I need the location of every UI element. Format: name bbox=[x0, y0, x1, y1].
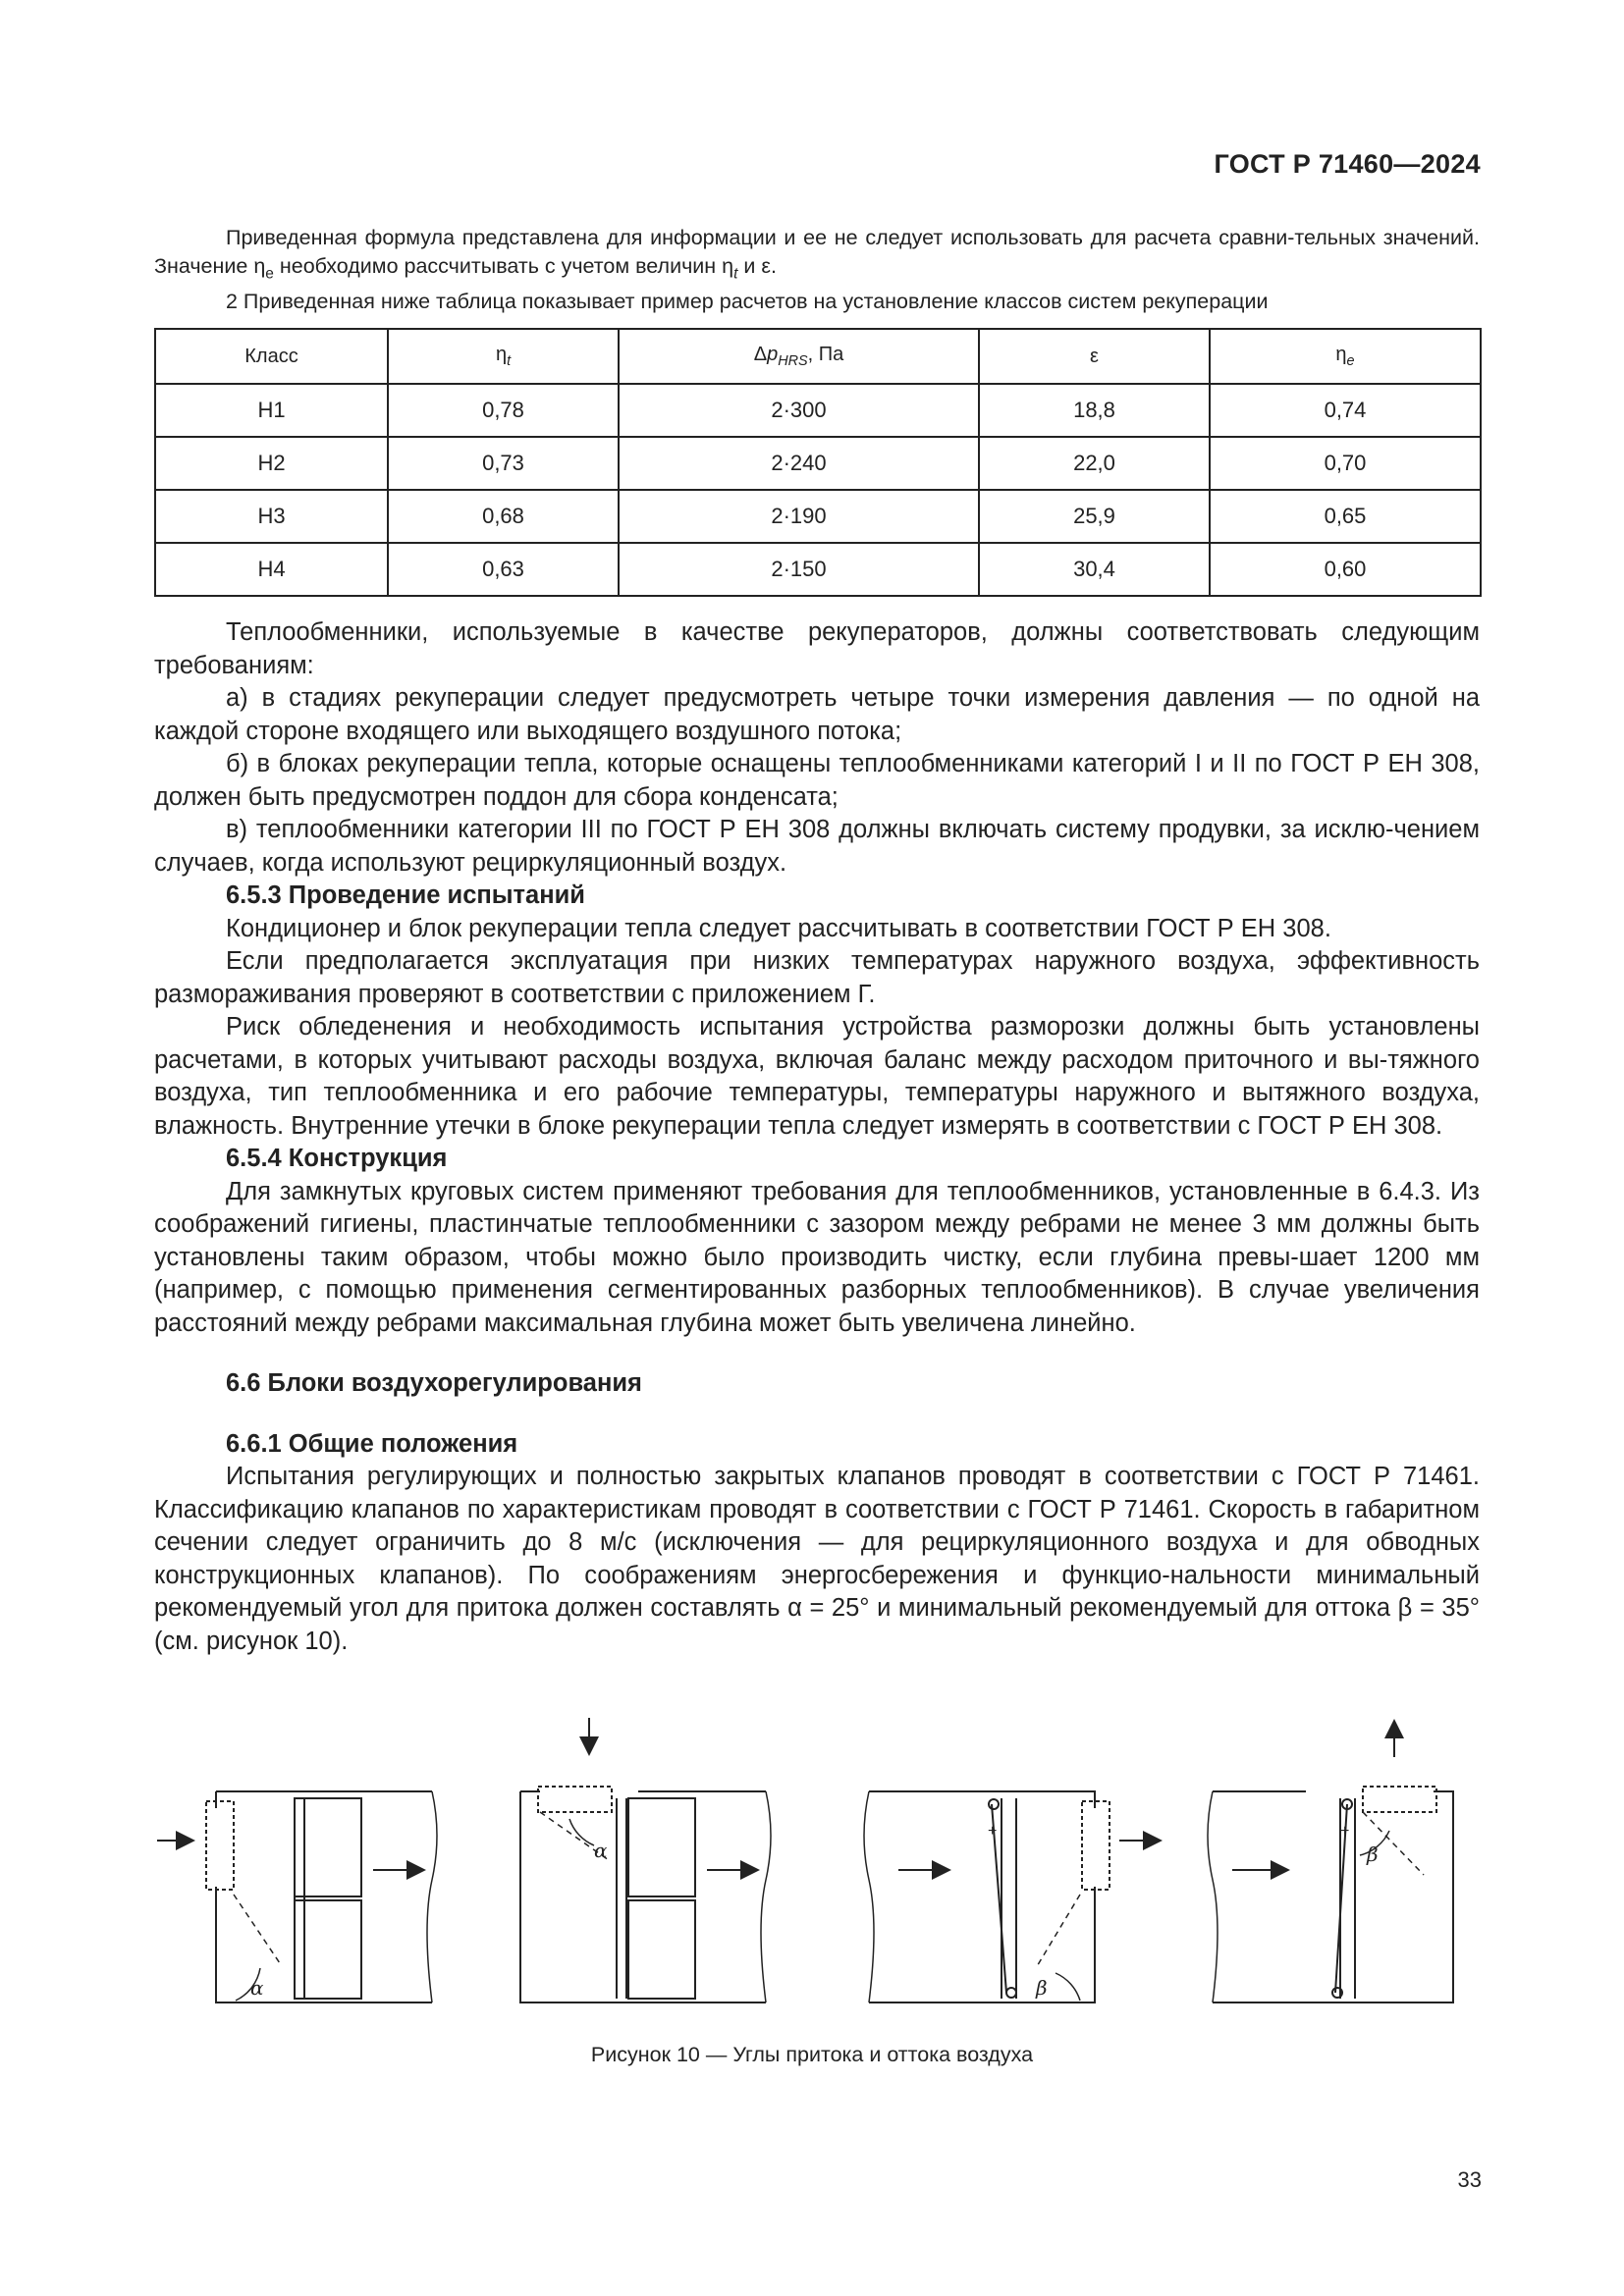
section-heading-6-5-4: 6.5.4 Конструкция bbox=[226, 1145, 448, 1173]
figure-caption: Рисунок 10 — Углы притока и оттока воздуха bbox=[590, 2043, 1034, 2066]
table-cell: 0,74 bbox=[1210, 384, 1481, 437]
table-cell: 0,70 bbox=[1210, 437, 1481, 490]
plus-label: + bbox=[1340, 1823, 1350, 1840]
page-content bbox=[154, 224, 1480, 1658]
alpha-label: α bbox=[250, 1976, 264, 2000]
note-paragraph-2: 2 Приведенная ниже таблица показывает пример расчетов на установление классов систем рекуперации bbox=[226, 290, 1269, 314]
table-row bbox=[155, 543, 1481, 596]
body-paragraph: в) теплообменники категории III по ГОСТ Р ЕН 308 должны включать систему продувки, за исклю-чением случаев, когда используют рециркуляционный воздух. bbox=[154, 816, 1480, 877]
table-row bbox=[155, 437, 1481, 490]
page-number: 33 bbox=[1457, 2167, 1482, 2192]
alpha-label: α bbox=[594, 1839, 608, 1862]
table-cell: 0,65 bbox=[1210, 490, 1481, 543]
damper-blades bbox=[1363, 1787, 1436, 1812]
beta-label: β bbox=[1367, 1842, 1379, 1866]
table-cell: 2·150 bbox=[619, 543, 979, 596]
beta-label: β bbox=[1036, 1976, 1048, 2000]
table-cell: 0,73 bbox=[388, 437, 619, 490]
table-cell: H2 bbox=[155, 437, 388, 490]
pivot-icon bbox=[989, 1799, 999, 1809]
page-header: ГОСТ Р 71460—2024 bbox=[1214, 149, 1481, 179]
diagram-exhaust-side bbox=[864, 1791, 1159, 2002]
body-paragraph: Если предполагается эксплуатация при низких температурах наружного воздуха, эффективность размораживания проверяют в соответствии с приложением Г. bbox=[154, 947, 1480, 1008]
header-delta-p: $\Delta p_{HRS}$, Па bbox=[619, 329, 979, 384]
figure-10-damper-angles bbox=[147, 1708, 1483, 2042]
table-cell: 0,78 bbox=[388, 384, 619, 437]
header-eta-e: $\eta_e$ bbox=[1210, 329, 1481, 384]
damper-blades bbox=[1082, 1801, 1110, 1890]
table-cell: 25,9 bbox=[979, 490, 1210, 543]
body-paragraph: Для замкнутых круговых систем применяют требования для теплообменников, установленные в 6.4.3. Из соображений гигиены, пластинчатые теплообменники с зазором между ребрами не менее 3 мм должны быть установлены таким образом, чтобы можно было производить чистку, если глубина превы-шает 1200 мм (например, с помощью применения сегментированных разборных теплообменников). В случае увеличения расстояний между ребрами максимальная глубина может быть увеличена линейно. bbox=[154, 1177, 1480, 1337]
body-paragraph: а) в стадиях рекуперации следует предусмотреть четыре точки измерения давления — по одной на каждой стороне входящего или выходящего воздушного потока; bbox=[154, 684, 1480, 745]
pivot-icon bbox=[1006, 1988, 1016, 1998]
table-cell: 2·190 bbox=[619, 490, 979, 543]
body-paragraph: Кондиционер и блок рекуперации тепла следует рассчитывать в соответствии ГОСТ Р ЕН 308. bbox=[226, 914, 1331, 942]
classes-table bbox=[154, 328, 1482, 597]
table-row bbox=[155, 384, 1481, 437]
body-paragraph: Риск обледенения и необходимость испытания устройства разморозки должны быть установлены расчетами, в которых учитывают расходы воздуха, включая баланс между расходом приточного и вы-тяжного воздуха, тип теплообменника и его рабочие температуры, температуры наружного и вытяжного воздуха, влажность. Внутренние утечки в блоке рекуперации тепла следует измерять в соответствии с ГОСТ Р ЕН 308. bbox=[154, 1013, 1480, 1140]
diagram-exhaust-top bbox=[1208, 1723, 1453, 2002]
table-row bbox=[155, 490, 1481, 543]
table-cell: 0,68 bbox=[388, 490, 619, 543]
table-cell: H3 bbox=[155, 490, 388, 543]
section-heading-6-6: 6.6 Блоки воздухорегулирования bbox=[226, 1369, 642, 1398]
section-heading-6-5-3: 6.5.3 Проведение испытаний bbox=[226, 881, 585, 910]
section-heading-6-6-1: 6.6.1 Общие положения bbox=[226, 1429, 518, 1458]
body-paragraph: б) в блоках рекуперации тепла, которые оснащены теплообменниками категорий I и II по ГОСТ Р ЕН 308, должен быть предусмотрен поддон для сбора конденсата; bbox=[154, 750, 1480, 811]
table-cell: H1 bbox=[155, 384, 388, 437]
damper-blades bbox=[206, 1801, 234, 1890]
note-paragraph-1: Приведенная формула представлена для информации и ее не следует использовать для расчета сравни-тельных значений. Значение $\eta_e$ необходимо рассчитывать с учетом величин $\eta_t$ и ε. bbox=[154, 226, 1480, 283]
header-eta-t: $\eta_t$ bbox=[388, 329, 619, 384]
diagram-supply-side bbox=[157, 1791, 437, 2002]
table-cell: 2·300 bbox=[619, 384, 979, 437]
table-header-row bbox=[155, 329, 1481, 384]
table-cell: 22,0 bbox=[979, 437, 1210, 490]
diagram-supply-top bbox=[520, 1718, 771, 2002]
table-cell: 18,8 bbox=[979, 384, 1210, 437]
table-cell: 30,4 bbox=[979, 543, 1210, 596]
table-cell: 0,60 bbox=[1210, 543, 1481, 596]
plus-label: + bbox=[988, 1823, 998, 1840]
note-block bbox=[154, 224, 1480, 316]
table-cell: 0,63 bbox=[388, 543, 619, 596]
header-class: Класс bbox=[155, 329, 388, 384]
body-paragraph: Испытания регулирующих и полностью закрытых клапанов проводят в соответствии с ГОСТ Р 71461. Классификацию клапанов по характеристикам проводят в соответствии с ГОСТ Р 71461. Скорость в габаритном сечении следует ограничить до 8 м/с (исключения — для рециркуляционного воздуха и для обводных конструкционных клапанов). По соображениям энергосбережения и функцио-нальности минимальный рекомендуемый угол для притока должен составлять α = 25° и минимальный рекомендуемый для оттока β = 35° (см. рисунок 10). bbox=[154, 1463, 1480, 1655]
header-epsilon: ε bbox=[979, 329, 1210, 384]
damper-blades bbox=[538, 1787, 612, 1812]
table-cell: H4 bbox=[155, 543, 388, 596]
table-cell: 2·240 bbox=[619, 437, 979, 490]
body-paragraph: Теплообменники, используемые в качестве рекуператоров, должны соответствовать следующим требованиям: bbox=[154, 618, 1480, 679]
